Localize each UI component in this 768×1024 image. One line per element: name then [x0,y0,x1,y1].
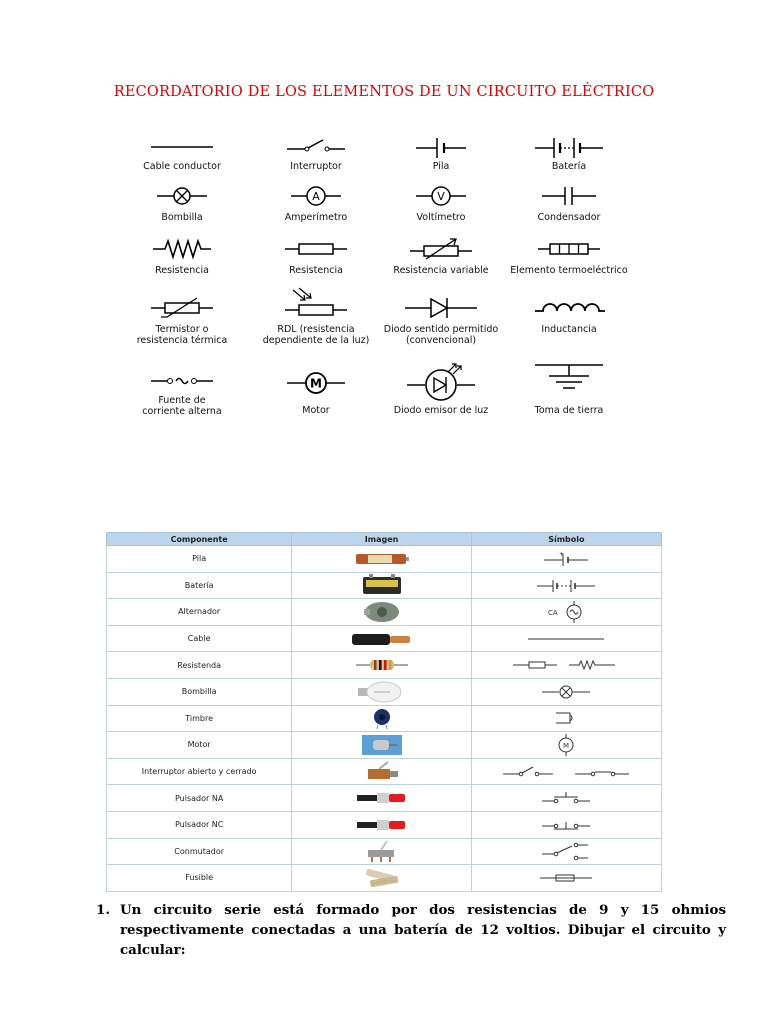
component-name: Alternador [107,599,292,626]
cell-icon [406,135,476,159]
symbol-label: Toma de tierra [534,405,604,416]
voltmeter-icon [406,184,476,208]
component-name: Cable [107,625,292,652]
svg-text:M: M [310,376,322,391]
capacitor-icon [534,184,604,208]
svg-text:+: + [559,550,565,558]
symbol-label-line1: RDL (resistencia [277,324,355,335]
symbol-label-line1: Diodo sentido permitido [383,324,499,335]
svg-text:A: A [312,190,320,203]
car-battery-photo [360,574,404,596]
table-row [107,546,662,573]
alternator-symbol-text: CA [548,608,559,617]
alternator-symbol [536,601,596,623]
pushbutton-na-photo [355,791,409,805]
symbol-label-line2: resistencia térmica [136,335,228,346]
switch-open-closed-symbol [501,765,631,779]
symbol-label: Inductancia [541,324,597,335]
fuse-photo [362,868,402,888]
svg-text:V: V [437,190,445,203]
resistor-symbols [511,658,621,672]
symbol-label: Interruptor [290,161,342,172]
resistor-box-icon [281,237,351,261]
lamp-icon [147,184,217,208]
component-name: Timbre [107,705,292,732]
page-title: RECORDATORIO DE LOS ELEMENTOS DE UN CIRCUITO ELÉCTRICO [113,84,655,100]
symbol-resistencia-zigzag [107,237,257,281]
symbol-label: Bombilla [161,212,203,223]
component-name: Conmutador [107,838,292,865]
table-row [107,838,662,865]
table-row [107,732,662,759]
fuse-symbol [536,872,596,884]
symbol-termistor [107,292,257,348]
symbol-label: Motor [302,405,330,416]
buzzer-photo [368,707,396,729]
symbol-termoelectrico [494,237,644,281]
symbol-label-line1: Termistor o [155,324,209,335]
column-header: Componente [107,533,292,546]
alternator-photo [362,601,402,623]
table-row [107,705,662,732]
column-header: Símbolo [471,533,661,546]
table-row [107,758,662,785]
pushbutton-nc-symbol [536,818,596,832]
question-text: Un circuito serie está formado por dos resistencias de 9 y 15 ohmios respectivamente conectadas a una batería de 12 voltios. Dibujar el circuito y calcular: [120,902,726,958]
diode-icon [401,295,481,321]
bell-symbol [546,710,586,726]
ammeter-icon [281,184,351,208]
component-name: Interruptor abierto y cerrado [107,758,292,785]
symbol-bombilla [107,184,257,228]
table-row [107,811,662,838]
component-name: Resistenda [107,652,292,679]
bulb-photo [350,681,414,703]
battery-icon [529,135,609,159]
battery-photo [354,552,410,566]
symbol-label-line2: dependiente de la luz) [262,335,370,346]
symbol-fuente-ca [107,370,257,420]
table-header-row [107,533,662,546]
switch-icon [281,135,351,159]
symbol-label: Resistencia [289,265,343,276]
component-name: Motor [107,732,292,759]
symbol-tierra [494,360,644,420]
symbol-label: Cable conductor [143,161,221,172]
cell-symbol [536,550,596,568]
cable-photo [350,629,414,649]
battery-symbol [531,576,601,594]
thermoelectric-icon [534,237,604,261]
motor-photo [361,734,403,756]
symbol-label: Resistencia variable [393,265,489,276]
table-row [107,785,662,812]
symbol-label: Pila [432,161,450,172]
motor-symbol [546,734,586,756]
variable-resistor-icon [406,237,476,261]
component-name: Batería [107,572,292,599]
inductor-icon [529,295,609,319]
resistor-photo [354,657,410,673]
symbol-label: Resistencia [155,265,209,276]
symbol-bateria [494,135,644,180]
component-name: Fusible [107,865,292,892]
column-header: Imagen [292,533,471,546]
table-row [107,625,662,652]
symbol-label-line1: Fuente de [158,395,206,406]
changeover-symbol [536,840,596,862]
thermistor-icon [147,292,217,320]
symbol-label: Condensador [537,212,601,223]
components-table [106,532,662,892]
motor-icon [281,370,351,396]
table-row [107,678,662,705]
symbol-inductancia [494,295,644,339]
symbol-condensador [494,184,644,228]
motor-symbol-text: M [563,741,570,750]
symbol-label-line2: corriente alterna [142,406,222,417]
pushbutton-nc-photo [355,818,409,832]
symbol-label: Voltímetro [416,212,466,223]
ldr-icon [281,288,351,320]
symbol-cable-conductor [107,135,257,180]
component-name: Pulsador NA [107,785,292,812]
symbol-label: Diodo emisor de luz [393,405,489,416]
question-number: 1. [96,902,110,918]
wire-symbol [526,634,606,644]
symbol-label: Batería [551,161,587,172]
component-name: Pulsador NC [107,811,292,838]
changeover-switch-photo [362,840,402,862]
component-name: Bombilla [107,678,292,705]
symbol-label: Amperímetro [284,212,348,223]
lamp-symbol [536,684,596,700]
table-row [107,652,662,679]
ac-source-icon [147,370,217,392]
led-icon [401,360,481,406]
table-row [107,599,662,626]
component-name: Pila [107,546,292,573]
resistor-zigzag-icon [147,237,217,261]
toggle-switch-photo [364,761,400,783]
table-row [107,572,662,599]
table-row [107,865,662,892]
symbol-label: Elemento termoeléctrico [510,265,628,276]
symbol-label-line2: (convencional) [405,335,477,346]
wire-icon [147,135,217,159]
ground-icon [529,360,609,400]
pushbutton-na-symbol [536,791,596,805]
